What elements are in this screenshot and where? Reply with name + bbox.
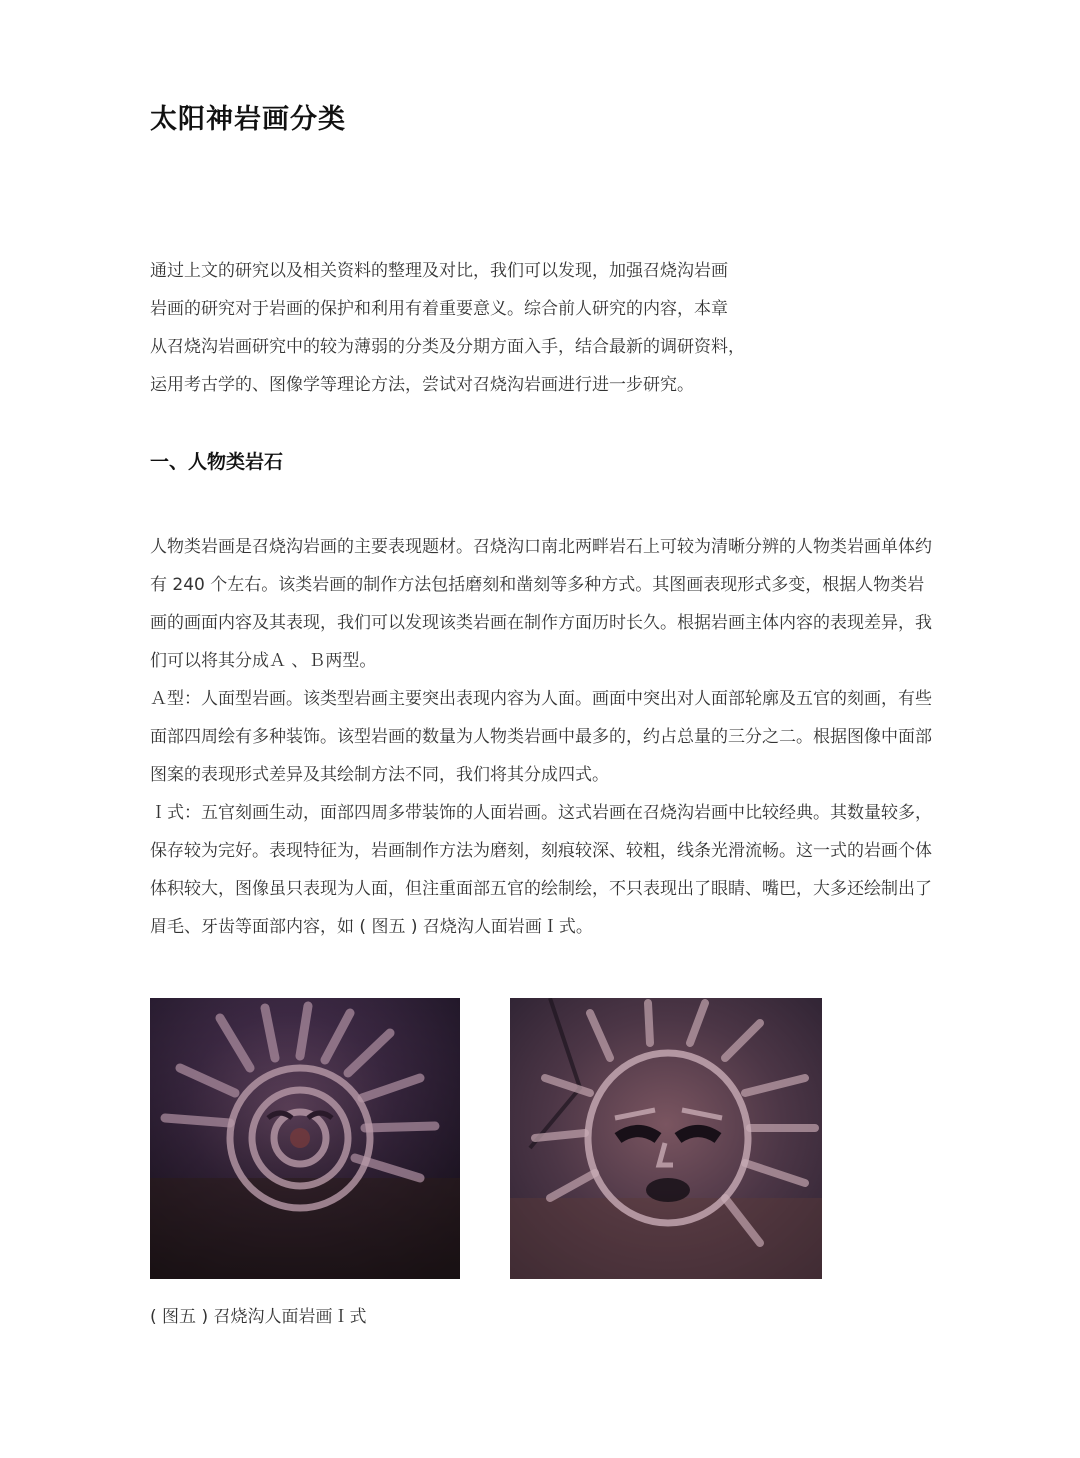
body-line: 图案的表现形式差异及其绘制方法不同，我们将其分成四式。	[150, 765, 609, 785]
rock-art-photo-right	[510, 998, 822, 1279]
rock-art-photo-left	[150, 998, 460, 1279]
section-heading: 一、人物类岩石	[150, 451, 284, 473]
body-line: 保存较为完好。表现特征为，岩画制作方法为磨刻，刻痕较深、较粗，线条光滑流畅。这一式的岩画个体	[150, 841, 932, 861]
body-line: 画的画面内容及其表现，我们可以发现该类岩画在制作方面历时长久。根据岩画主体内容的表现差异，我	[150, 613, 932, 633]
body-line: 眉毛、牙齿等面部内容，如 ( 图五 ) 召烧沟人面岩画Ｉ式。	[150, 917, 593, 937]
body-line: 们可以将其分成Ａ 、Ｂ两型。	[150, 651, 377, 671]
body-line: 人物类岩画是召烧沟岩画的主要表现题材。召烧沟口南北两畔岩石上可较为清晰分辨的人物类岩画单体约	[150, 537, 932, 557]
page-title: 太阳神岩画分类	[150, 104, 346, 135]
body-line: Ａ型：人面型岩画。该类型岩画主要突出表现内容为人面。画面中突出对人面部轮廓及五官的刻画，有些	[150, 689, 932, 709]
intro-line: 从召烧沟岩画研究中的较为薄弱的分类及分期方面入手，结合最新的调研资料，	[150, 337, 745, 357]
intro-line: 运用考古学的、图像学等理论方法，尝试对召烧沟岩画进行进一步研究。	[150, 375, 694, 395]
body-line: 有 240 个左右。该类岩画的制作方法包括磨刻和凿刻等多种方式。其图画表现形式多变，根据人物类岩	[150, 575, 925, 595]
intro-line: 岩画的研究对于岩画的保护和利用有着重要意义。综合前人研究的内容，本章	[150, 299, 728, 319]
body-line: 面部四周绘有多种装饰。该型岩画的数量为人物类岩画中最多的，约占总量的三分之二。根据图像中面部	[150, 727, 932, 747]
intro-paragraph	[150, 252, 790, 404]
figure-caption: ( 图五 ) 召烧沟人面岩画Ｉ式	[150, 1307, 367, 1327]
body-line: Ｉ式：五官刻画生动，面部四周多带装饰的人面岩画。这式岩画在召烧沟岩画中比较经典。其数量较多，	[150, 803, 932, 823]
section-body	[150, 528, 980, 946]
intro-line: 通过上文的研究以及相关资料的整理及对比，我们可以发现，加强召烧沟岩画	[150, 261, 728, 281]
body-line: 体积较大，图像虽只表现为人面，但注重面部五官的绘制绘，不只表现出了眼睛、嘴巴，大多还绘制出了	[150, 879, 932, 899]
